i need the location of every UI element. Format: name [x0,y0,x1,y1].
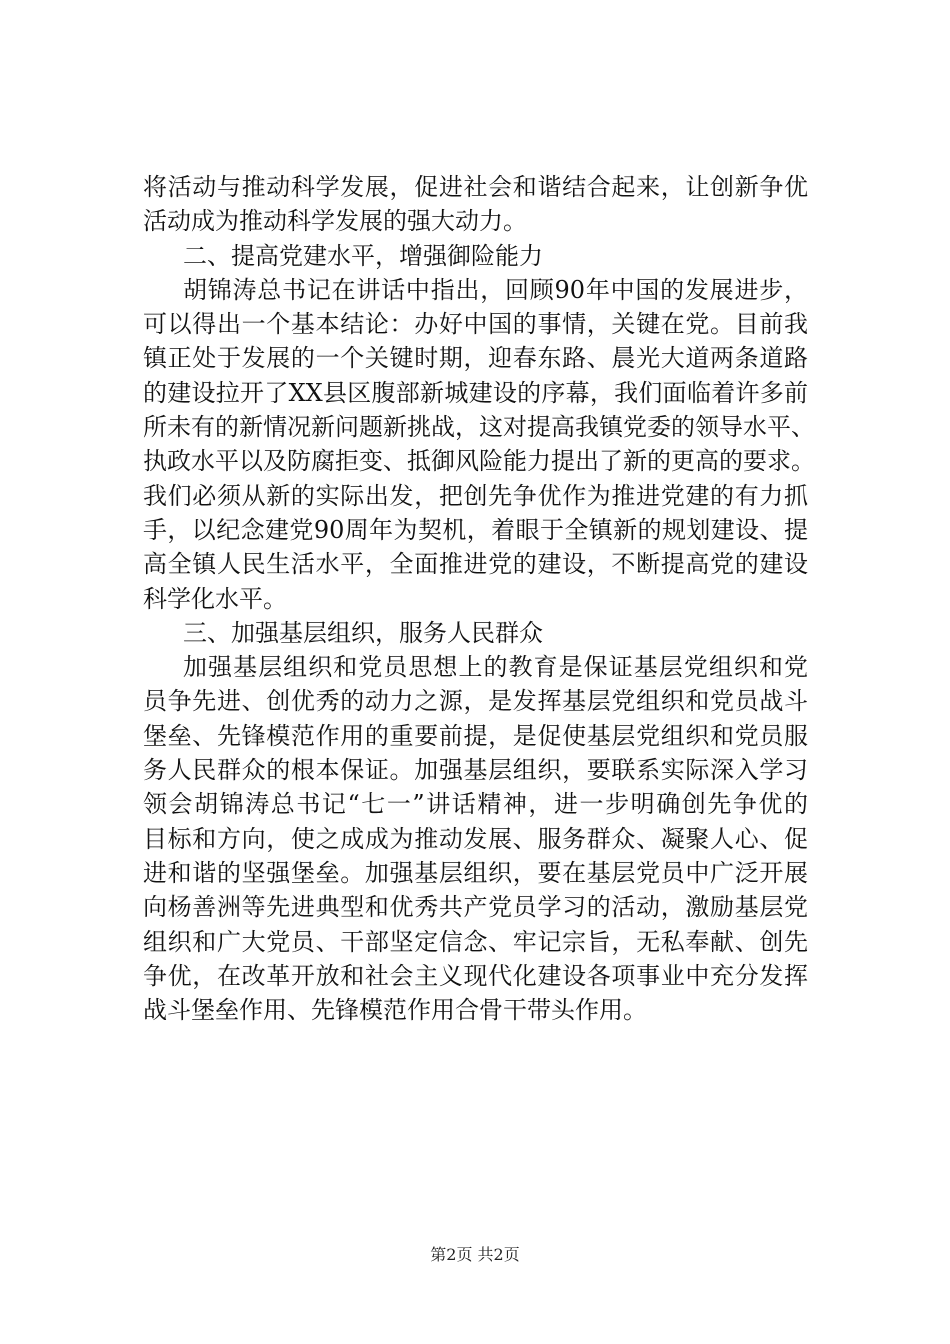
paragraph-line: 向杨善洲等先进典型和优秀共产党员学习的活动，激励基层党 [143,893,808,922]
paragraph-line: 务人民群众的根本保证。加强基层组织，要联系实际深入学习 [143,756,808,785]
paragraph-line: 堡垒、先锋模范作用的重要前提，是促使基层党组织和党员服 [143,721,808,750]
paragraph-line: 高全镇人民生活水平，全面推进党的建设，不断提高党的建设 [143,550,808,579]
paragraph-line: 的建设拉开了XX县区腹部新城建设的序幕，我们面临着许多前 [143,378,808,407]
paragraph-line: 执政水平以及防腐拒变、抵御风险能力提出了新的更高的要求。 [143,447,815,476]
paragraph-line: 活动成为推动科学发展的强大动力。 [143,207,527,236]
paragraph-line: 我们必须从新的实际出发，把创先争优作为推进党建的有力抓 [143,481,808,510]
paragraph-line: 加强基层组织和党员思想上的教育是保证基层党组织和党 [183,653,808,682]
paragraph-line: 领会胡锦涛总书记“七一”讲话精神，进一步明确创先争优的 [143,790,808,819]
paragraph-line: 战斗堡垒作用、先锋模范作用合骨干带头作用。 [143,996,647,1025]
paragraph-line: 组织和广大党员、干部坚定信念、牢记宗旨，无私奉献、创先 [143,927,808,956]
document-body [143,170,815,1027]
paragraph-line: 胡锦涛总书记在讲话中指出，回顾90年中国的发展进步， [183,275,808,304]
paragraph-line: 镇正处于发展的一个关键时期，迎春东路、晨光大道两条道路 [143,344,808,373]
paragraph-line: 争优，在改革开放和社会主义现代化建设各项事业中充分发挥 [143,961,808,990]
section-heading: 三、加强基层组织，服务人民群众 [183,618,543,647]
paragraph-line: 进和谐的坚强堡垒。加强基层组织，要在基层党员中广泛开展 [143,858,808,887]
paragraph-line: 将活动与推动科学发展，促进社会和谐结合起来，让创新争优 [143,173,808,201]
paragraph-line: 科学化水平。 [143,584,287,613]
paragraph-line: 手，以纪念建党90周年为契机，着眼于全镇新的规划建设、提 [143,515,808,544]
paragraph-line: 可以得出一个基本结论：办好中国的事情，关键在党。目前我 [143,310,808,339]
page-footer: 第2页 共2页 [430,1245,520,1264]
paragraph-line: 员争先进、创优秀的动力之源，是发挥基层党组织和党员战斗 [143,687,808,716]
paragraph-line: 目标和方向，使之成成为推动发展、服务群众、凝聚人心、促 [143,824,808,853]
paragraph-line: 所未有的新情况新问题新挑战，这对提高我镇党委的领导水平、 [143,413,815,442]
section-heading: 二、提高党建水平，增强御险能力 [183,241,543,270]
